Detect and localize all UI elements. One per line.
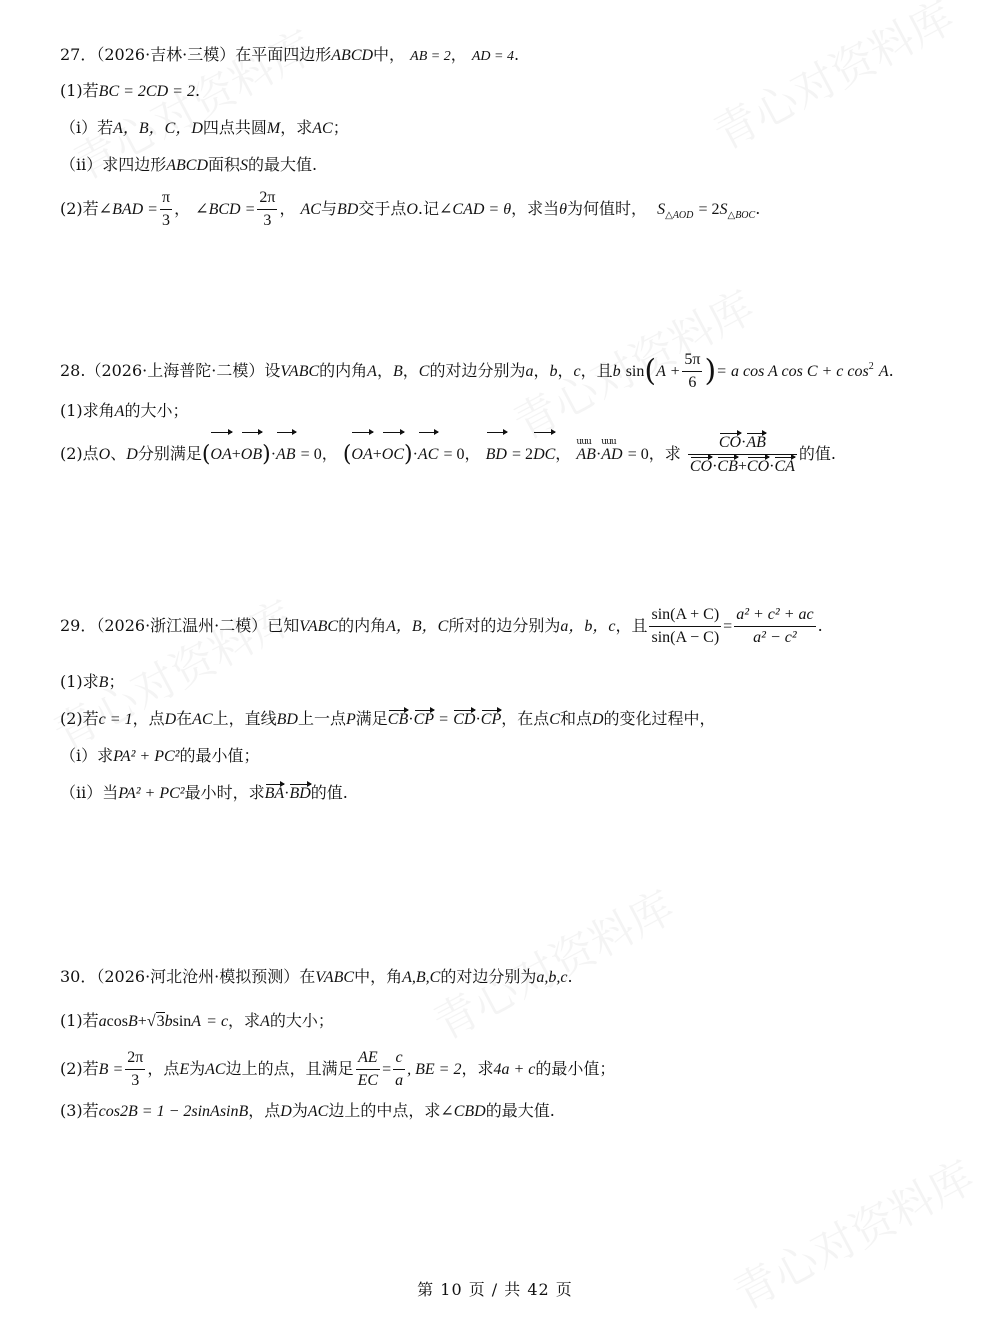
plus: + bbox=[737, 458, 747, 475]
text: 边上的点，且满足 bbox=[225, 1059, 354, 1078]
q27-part1 bbox=[60, 80, 200, 103]
plus: + bbox=[137, 1013, 147, 1030]
denominator: 6 bbox=[688, 374, 697, 391]
text: 的对边分别为 bbox=[440, 967, 537, 986]
equals: = bbox=[439, 711, 449, 728]
text: 所对的边分别为 bbox=[448, 616, 561, 635]
text: ，且 bbox=[615, 616, 648, 635]
vector-BA: BA bbox=[265, 783, 285, 805]
vector-OA: OA bbox=[210, 431, 231, 479]
part-label: (2)若 bbox=[60, 709, 99, 728]
fraction bbox=[393, 1047, 405, 1092]
part-label: (2)点 bbox=[60, 444, 99, 463]
area-BOC: S bbox=[719, 201, 728, 218]
q30-header bbox=[60, 966, 573, 989]
text: ，点 bbox=[248, 1101, 281, 1120]
var-A: A bbox=[114, 403, 125, 420]
text: 的对边分别为 bbox=[429, 361, 526, 380]
q27-source: 27．（2026·吉林·三模）在平面四边形 bbox=[60, 45, 332, 64]
angles: A,B,C bbox=[402, 969, 441, 986]
sides: a，b，c bbox=[560, 618, 616, 635]
cos: cos bbox=[106, 1013, 128, 1030]
superscript: 2 bbox=[868, 361, 874, 372]
text: . bbox=[567, 967, 573, 986]
vector-AD: AD bbox=[601, 446, 623, 463]
q29-header bbox=[60, 600, 823, 653]
equals: = 2 bbox=[512, 446, 534, 463]
paren: ( bbox=[342, 442, 352, 467]
cond-expr: cos2B = 1 − 2sinAsinB bbox=[98, 1103, 249, 1120]
dot: · bbox=[270, 446, 277, 463]
text: ， bbox=[533, 361, 550, 380]
text: 的值. bbox=[310, 783, 348, 802]
angle-BCD: ∠BCD = bbox=[195, 201, 256, 218]
q29-sub-ii bbox=[60, 782, 348, 805]
fraction bbox=[160, 187, 172, 232]
var-B: B bbox=[392, 363, 403, 380]
text: 、 bbox=[110, 444, 127, 463]
sin: sin bbox=[172, 1013, 192, 1030]
triangle: VABC bbox=[315, 969, 355, 986]
part-label: (1)求角 bbox=[60, 401, 115, 420]
subpart-label: （ii）求四边形 bbox=[60, 155, 167, 174]
part-label: (2)若 bbox=[60, 1059, 99, 1078]
vector-DC: DC bbox=[533, 431, 555, 479]
text: . bbox=[755, 199, 761, 218]
text: ，求 bbox=[648, 444, 681, 463]
text: ， bbox=[402, 361, 419, 380]
text: ，点 bbox=[132, 709, 165, 728]
var-c: c bbox=[573, 363, 581, 380]
vector-OB: OB bbox=[241, 431, 262, 479]
cond-BE: , BE = 2 bbox=[407, 1061, 462, 1078]
var-B: B = bbox=[98, 1061, 124, 1078]
segment-BD: BD bbox=[337, 201, 359, 218]
segment-AC: AC bbox=[307, 1103, 329, 1120]
equals-zero: = 0 bbox=[627, 446, 649, 463]
point-D: D bbox=[591, 711, 604, 728]
page-number: 第 10 页 / 共 42 页 bbox=[417, 1280, 573, 1299]
denominator bbox=[688, 455, 797, 478]
expr: PA² + PC² bbox=[118, 785, 185, 802]
point-D: D bbox=[126, 446, 138, 463]
angle-CBD: ∠CBD bbox=[440, 1103, 486, 1120]
text: .记 bbox=[417, 199, 439, 218]
artifact: uuu bbox=[576, 437, 591, 447]
vector-CO: CO bbox=[690, 456, 712, 478]
text: 与 bbox=[320, 199, 337, 218]
fraction bbox=[257, 187, 277, 232]
q27-header bbox=[60, 44, 519, 68]
equals: = bbox=[382, 1061, 392, 1078]
var-A: A bbox=[367, 363, 377, 380]
text: . bbox=[817, 616, 823, 635]
vector-AB: AB bbox=[746, 432, 766, 454]
text: ， bbox=[321, 444, 338, 463]
numerator: 2π bbox=[125, 1047, 145, 1070]
part-label: (1)若 bbox=[60, 1011, 99, 1030]
denominator: 3 bbox=[263, 212, 272, 229]
point-P: P bbox=[345, 711, 356, 728]
watermark bbox=[700, 0, 963, 162]
vector-group bbox=[576, 430, 596, 479]
paren: ) bbox=[404, 442, 413, 467]
dot: · bbox=[595, 446, 602, 463]
part-label: (1)求 bbox=[60, 672, 99, 691]
numerator: π bbox=[160, 187, 172, 210]
q27-sub-i bbox=[60, 117, 349, 140]
q29-sub-i bbox=[60, 745, 259, 768]
part-label: (2)若 bbox=[60, 199, 99, 218]
text: 最小时，求 bbox=[184, 783, 265, 802]
sqrt-value: 3 bbox=[156, 1013, 165, 1030]
text: 和点 bbox=[559, 709, 592, 728]
cond-c: c = 1 bbox=[98, 711, 133, 728]
dot: · bbox=[712, 458, 718, 475]
paren: ( bbox=[201, 442, 211, 467]
rhs: = a cos A cos C + c cos bbox=[716, 363, 869, 380]
plus: + bbox=[231, 446, 241, 463]
vector-CA: CA bbox=[774, 456, 794, 478]
numerator: c bbox=[393, 1047, 405, 1070]
fraction bbox=[356, 1047, 380, 1092]
line-BD: BD bbox=[276, 711, 298, 728]
segment-AC: AC bbox=[192, 711, 213, 728]
points: A，B，C，D bbox=[113, 120, 203, 137]
q30-part2 bbox=[60, 1046, 615, 1093]
expr: PA² + PC² bbox=[113, 748, 180, 765]
text: ， bbox=[555, 444, 572, 463]
text: 满足 bbox=[355, 709, 388, 728]
text: 为何值时， bbox=[566, 199, 647, 218]
text: 的内角 bbox=[319, 361, 368, 380]
q28-part1 bbox=[60, 400, 188, 423]
text: 的值. bbox=[798, 444, 836, 463]
text: ，求 bbox=[461, 1059, 494, 1078]
sqrt-sign: √ bbox=[146, 1013, 156, 1030]
text: 中，角 bbox=[354, 967, 403, 986]
text: 的最大值. bbox=[485, 1101, 555, 1120]
text: ， bbox=[376, 361, 393, 380]
text: 面积 bbox=[208, 155, 241, 174]
point-E: E bbox=[179, 1061, 190, 1078]
text: 的大小； bbox=[124, 401, 189, 420]
q28-part2 bbox=[60, 430, 836, 479]
q27-p1-cond: BC = 2CD = 2 bbox=[98, 83, 195, 100]
subpart-label: （i）求 bbox=[60, 746, 114, 765]
dot: · bbox=[741, 434, 747, 451]
numerator: a² + c² + ac bbox=[734, 604, 815, 627]
denominator: sin(A − C) bbox=[651, 629, 720, 646]
q29-part2 bbox=[60, 708, 716, 731]
var-b: b bbox=[164, 1013, 173, 1030]
text: 为 bbox=[189, 1059, 206, 1078]
angles: A，B，C bbox=[386, 618, 449, 635]
text: 四点共圆 bbox=[202, 118, 267, 137]
var-A: A bbox=[260, 1013, 270, 1030]
artifact: uuu bbox=[601, 437, 616, 447]
angle-CAD: ∠CAD = θ bbox=[439, 201, 512, 218]
subscript: △AOD bbox=[665, 210, 694, 221]
var-B: B bbox=[128, 1013, 138, 1030]
quad: ABCD bbox=[166, 157, 209, 174]
text: 为 bbox=[291, 1101, 308, 1120]
text: 边上的中点，求 bbox=[328, 1101, 441, 1120]
numerator: AE bbox=[356, 1047, 380, 1070]
part-label: (1)若 bbox=[60, 81, 99, 100]
text: 交于点 bbox=[358, 199, 407, 218]
subpart-label: （i）若 bbox=[60, 118, 114, 137]
vector-AC: AC bbox=[418, 431, 438, 479]
triangle: VABC bbox=[299, 618, 339, 635]
var-A: A bbox=[191, 1013, 202, 1030]
point-D: D bbox=[164, 711, 177, 728]
text: 分别满足 bbox=[137, 444, 202, 463]
point-D: D bbox=[280, 1103, 292, 1120]
subpart-label: （ii）当 bbox=[60, 783, 119, 802]
numerator: 5π bbox=[682, 349, 702, 372]
vector-AB: AB bbox=[276, 431, 296, 479]
angle-BAD: ∠BAD = bbox=[98, 201, 158, 218]
q29-part1 bbox=[60, 671, 124, 694]
q30-part3 bbox=[60, 1100, 555, 1123]
fraction bbox=[734, 604, 815, 649]
vector-OC: OC bbox=[382, 431, 404, 479]
area-S: S bbox=[240, 157, 249, 174]
text: ， bbox=[464, 444, 481, 463]
q27-sub-ii bbox=[60, 154, 317, 177]
text: ，且 bbox=[580, 361, 613, 380]
text: 的变化过程中， bbox=[603, 709, 716, 728]
dot: · bbox=[284, 785, 290, 802]
vector-AB: AB bbox=[576, 446, 596, 463]
vector-OA: OA bbox=[351, 431, 372, 479]
text: ； bbox=[108, 672, 125, 691]
point-O: O bbox=[406, 201, 418, 218]
text: 上，直线 bbox=[212, 709, 277, 728]
q27-part2: (2)若∠BAD = $\frac{\pi}{3}$ ， ∠BCD = $\frac{2\pi}{3}$ ， AC与BD交于点O.记∠CAD = θ，求当θ为何值时， $S_{\triangle AOD} = 2S_{\triangle BOC}$. bbox=[60, 186, 760, 239]
text: 的内角 bbox=[338, 616, 387, 635]
vector-CP: CP bbox=[414, 709, 434, 731]
vector-BD: BD bbox=[486, 431, 507, 479]
fraction bbox=[682, 349, 702, 394]
vector-CD: CD bbox=[453, 709, 475, 731]
dot: · bbox=[412, 446, 418, 463]
area-AOD: S bbox=[657, 201, 666, 218]
paren: ) bbox=[704, 353, 717, 389]
text: 的最大值. bbox=[248, 155, 318, 174]
text: 上一点 bbox=[297, 709, 346, 728]
var-A: A + bbox=[656, 363, 681, 380]
vector-CB: CB bbox=[717, 456, 737, 478]
text: 的最小值； bbox=[535, 1059, 616, 1078]
text: . bbox=[513, 45, 520, 64]
text: 的最小值； bbox=[179, 746, 260, 765]
text: 在 bbox=[176, 709, 193, 728]
text: ，在点 bbox=[501, 709, 550, 728]
theta: θ bbox=[559, 201, 567, 218]
dot: · bbox=[475, 711, 481, 728]
paren: ( bbox=[644, 353, 657, 389]
vector-CO: CO bbox=[747, 456, 769, 478]
denominator: EC bbox=[357, 1072, 379, 1089]
var-a: a bbox=[98, 1013, 107, 1030]
segment-AC: AC bbox=[300, 201, 321, 218]
q29-source: 29．（2026·浙江温州·二模）已知 bbox=[60, 616, 300, 635]
text: ， bbox=[450, 45, 467, 64]
text: ， bbox=[557, 361, 574, 380]
subscript: △BOC bbox=[727, 210, 756, 221]
segment-AC: AC bbox=[312, 120, 333, 137]
q27-cond-ab: AB = 2 bbox=[410, 49, 451, 64]
text: ，求 bbox=[228, 1011, 261, 1030]
equals-c: = c bbox=[206, 1013, 229, 1030]
denominator: 3 bbox=[131, 1072, 140, 1089]
text: ，求当 bbox=[511, 199, 560, 218]
text: ，求 bbox=[280, 118, 313, 137]
paren: ) bbox=[262, 442, 271, 467]
text: . bbox=[888, 361, 894, 380]
numerator: sin(A + C) bbox=[649, 604, 721, 627]
vector-group bbox=[601, 430, 622, 479]
text: ； bbox=[332, 118, 349, 137]
equals-zero: = 0 bbox=[300, 446, 322, 463]
watermark bbox=[420, 872, 683, 1052]
vector-BD: BD bbox=[289, 783, 310, 805]
var-b: b bbox=[549, 363, 558, 380]
equals: = 2 bbox=[698, 201, 720, 218]
var-C: C bbox=[418, 363, 430, 380]
denominator: a bbox=[395, 1072, 404, 1089]
numerator: 2π bbox=[257, 187, 277, 210]
vector-CP: CP bbox=[481, 709, 501, 731]
sides: a,b,c bbox=[536, 969, 568, 986]
q30-part1 bbox=[60, 1010, 334, 1033]
text: 的大小； bbox=[269, 1011, 334, 1030]
text: ，点 bbox=[147, 1059, 180, 1078]
dot: · bbox=[769, 458, 775, 475]
equals-zero: = 0 bbox=[443, 446, 465, 463]
denominator: a² − c² bbox=[753, 629, 797, 646]
expr: 4a + c bbox=[493, 1061, 536, 1078]
vector-CB: CB bbox=[388, 709, 408, 731]
sin: sin bbox=[625, 363, 645, 380]
q28-header bbox=[60, 342, 894, 397]
equals: = bbox=[723, 618, 733, 635]
denominator: 3 bbox=[162, 212, 171, 229]
fraction bbox=[649, 604, 721, 649]
fraction bbox=[688, 431, 797, 478]
q30-source: 30．（2026·河北沧州·模拟预测）在 bbox=[60, 967, 316, 986]
plus: + bbox=[372, 446, 382, 463]
triangle: VABC bbox=[280, 363, 320, 380]
dot: · bbox=[408, 711, 414, 728]
text: 中， bbox=[373, 45, 406, 64]
var-A: A bbox=[878, 363, 889, 380]
var-a: a bbox=[525, 363, 534, 380]
var-b: b bbox=[612, 363, 621, 380]
numerator bbox=[688, 431, 797, 455]
point-O: O bbox=[98, 446, 111, 463]
q27-quad: ABCD bbox=[331, 47, 374, 64]
segment-AC: AC bbox=[205, 1061, 226, 1078]
text: . bbox=[194, 81, 201, 100]
circle-M: M bbox=[266, 120, 281, 137]
q28-source: 28.（2026·上海普陀·二模）设 bbox=[60, 361, 281, 380]
vector-CO: CO bbox=[719, 432, 741, 454]
point-C: C bbox=[549, 711, 560, 728]
fraction bbox=[125, 1047, 145, 1092]
part-label: (3)若 bbox=[60, 1101, 99, 1120]
q27-cond-ad: AD = 4 bbox=[471, 49, 514, 64]
var-B: B bbox=[98, 674, 109, 691]
